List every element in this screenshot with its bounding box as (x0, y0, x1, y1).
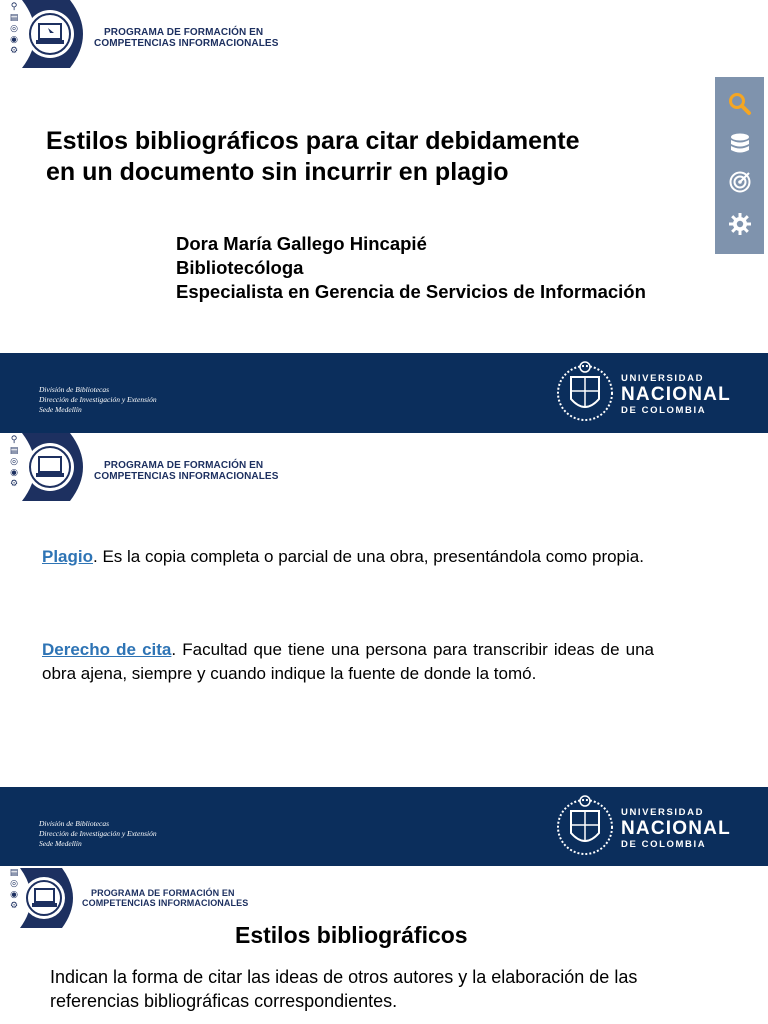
program-logo (4, 433, 304, 503)
university-top: UNIVERSIDAD (621, 807, 705, 818)
program-line-1: PROGRAMA DE FORMACIÓN EN (91, 888, 235, 898)
program-line-2: COMPETENCIAS INFORMACIONALES (94, 471, 279, 482)
author-block (176, 232, 646, 304)
settings-button[interactable] (715, 205, 764, 243)
database-icon: ▤ (9, 446, 19, 456)
location-icon: ◉ (10, 35, 18, 45)
slide-2 (0, 433, 768, 866)
university-bottom: DE COLOMBIA (621, 405, 707, 416)
search-icon: ⚲ (10, 2, 18, 12)
plagio-definition (42, 545, 654, 569)
university-top: UNIVERSIDAD (621, 373, 705, 384)
university-main: NACIONAL (621, 384, 731, 405)
program-logo (4, 866, 304, 928)
database-icon: ▤ (9, 868, 19, 878)
footer-banner (0, 353, 768, 433)
program-logo (4, 0, 304, 70)
university-bottom: DE COLOMBIA (621, 839, 707, 850)
gear-icon: ⚙ (9, 479, 19, 489)
computer-emblem-icon (18, 433, 98, 501)
university-seal-icon (555, 789, 615, 865)
target-button[interactable] (715, 163, 764, 201)
footer-line-3: Sede Medellín (39, 405, 82, 414)
footer-line-3: Sede Medellín (39, 839, 82, 848)
section-text: Indican la forma de citar las ideas de otros autores y la elaboración de las referencias bibliográficas correspondientes. (50, 967, 638, 1011)
derecho-cita-link[interactable]: Derecho de cita (42, 640, 172, 659)
university-name (621, 807, 731, 851)
section-title: Estilos bibliográficos (235, 922, 468, 948)
author-name: Dora María Gallego Hincapié (176, 233, 427, 254)
footer-line-1: División de Bibliotecas (39, 385, 109, 394)
database-button[interactable] (715, 125, 764, 163)
title-line-2: en un documento sin incurrir en plagio (46, 158, 509, 186)
university-main: NACIONAL (621, 818, 731, 839)
computer-emblem-icon (16, 868, 86, 928)
search-button[interactable] (715, 85, 764, 123)
slide-1 (0, 0, 768, 433)
program-line-1: PROGRAMA DE FORMACIÓN EN (104, 27, 264, 38)
university-name (621, 373, 731, 417)
university-seal-icon (555, 355, 615, 431)
computer-emblem-icon (18, 0, 98, 68)
gear-icon: ⚙ (9, 901, 19, 911)
gear-icon (728, 212, 752, 236)
cita-text: . Facultad que tiene una persona para transcribir ideas de una obra ajena, siempre y cuando indique la fuente de donde la tomó. (42, 640, 655, 683)
program-line-1: PROGRAMA DE FORMACIÓN EN (104, 460, 264, 471)
target-icon: ◎ (10, 457, 18, 467)
target-icon (728, 170, 752, 194)
database-icon: ▤ (9, 13, 19, 23)
footer-department (39, 385, 157, 415)
plagio-text: . Es la copia completa o parcial de una obra, presentándola como propia. (93, 547, 644, 566)
tool-sidebar (715, 77, 764, 254)
footer-line-2: Dirección de Investigación y Extensión (39, 829, 157, 838)
location-icon: ◉ (10, 468, 18, 478)
database-icon (729, 132, 751, 156)
search-icon: ⚲ (10, 435, 18, 445)
footer-line-1: División de Bibliotecas (39, 819, 109, 828)
target-icon: ◎ (10, 24, 18, 34)
title-line-1: Estilos bibliográficos para citar debidamente (46, 127, 580, 155)
gear-icon: ⚙ (9, 46, 19, 56)
program-line-2: COMPETENCIAS INFORMACIONALES (94, 38, 279, 49)
plagio-link[interactable]: Plagio (42, 547, 94, 566)
author-specialty: Especialista en Gerencia de Servicios de Información (176, 281, 646, 302)
footer-banner (0, 787, 768, 866)
target-icon: ◎ (10, 879, 18, 889)
footer-line-2: Dirección de Investigación y Extensión (39, 395, 157, 404)
cita-definition (42, 638, 654, 686)
program-line-2: COMPETENCIAS INFORMACIONALES (82, 898, 249, 908)
footer-department (39, 819, 157, 849)
author-role: Bibliotecóloga (176, 257, 304, 278)
presentation-title (46, 126, 579, 188)
slide-3 (0, 866, 768, 1024)
location-icon: ◉ (10, 890, 18, 900)
search-icon (728, 92, 752, 116)
